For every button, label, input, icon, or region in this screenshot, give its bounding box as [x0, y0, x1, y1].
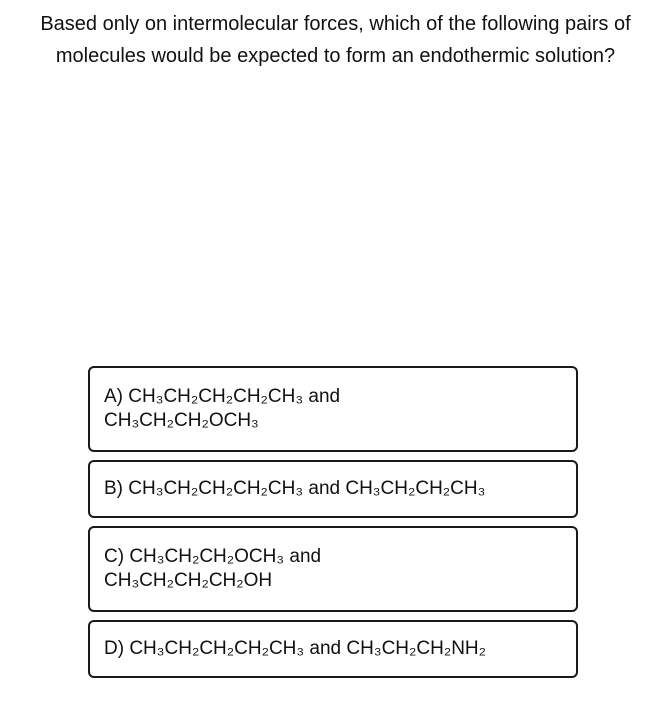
option-a-label: A) CH₃CH₂CH₂CH₂CH₃ and CH₃CH₂CH₂OCH₃: [104, 386, 341, 431]
option-c-label: C) CH₃CH₂CH₂OCH₃ and CH₃CH₂CH₂CH₂OH: [104, 546, 322, 591]
question-text: Based only on intermolecular forces, which of the following pairs of molecules would be expected to form an endothermic solution?: [40, 13, 631, 67]
option-d-button[interactable]: [88, 620, 578, 678]
option-d-label: D) CH₃CH₂CH₂CH₂CH₃ and CH₃CH₂CH₂NH₂: [104, 638, 487, 659]
answer-options: [88, 366, 578, 686]
option-c-button[interactable]: [88, 526, 578, 612]
option-b-button[interactable]: [88, 460, 578, 518]
option-b-label: B) CH₃CH₂CH₂CH₂CH₃ and CH₃CH₂CH₂CH₃: [104, 478, 486, 499]
option-a-button[interactable]: [88, 366, 578, 452]
